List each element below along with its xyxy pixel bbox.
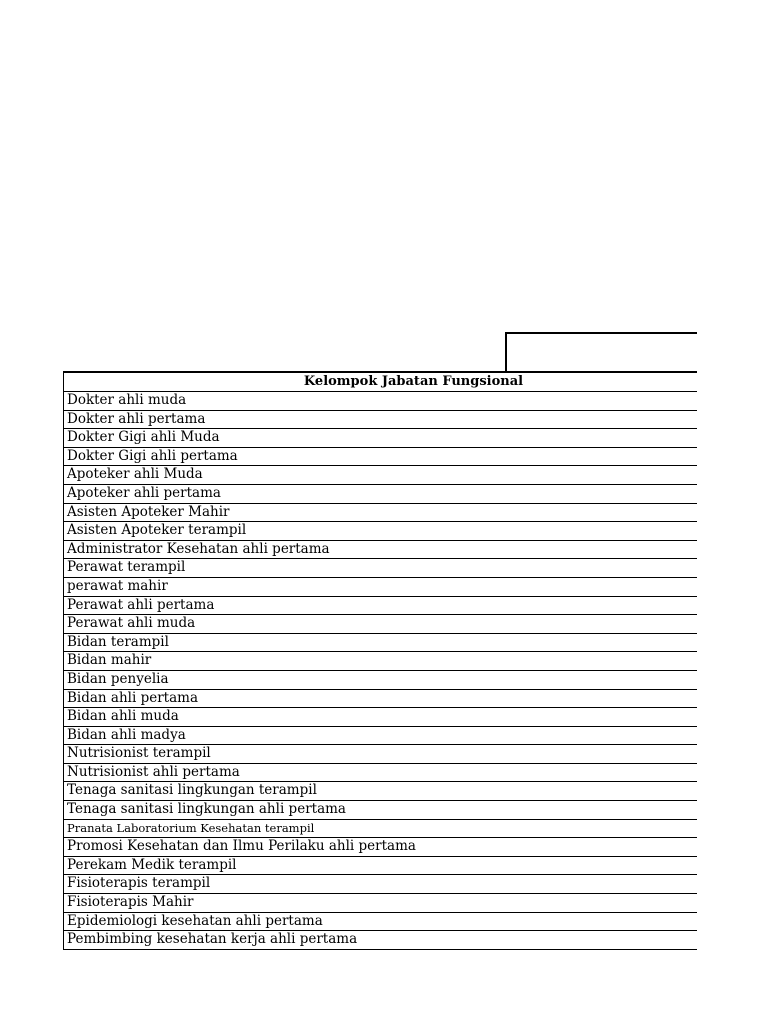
table-row: Asisten Apoteker Mahir bbox=[64, 504, 697, 523]
table-row: perawat mahir bbox=[64, 578, 697, 597]
table-row: Bidan ahli madya bbox=[64, 727, 697, 746]
table-row: Bidan ahli pertama bbox=[64, 690, 697, 709]
table-row: Tenaga sanitasi lingkungan ahli pertama bbox=[64, 801, 697, 820]
table-row: Fisioterapis terampil bbox=[64, 875, 697, 894]
table-row: Apoteker ahli Muda bbox=[64, 466, 697, 485]
table-header: Kelompok Jabatan Fungsional bbox=[64, 373, 697, 392]
table-row: Bidan terampil bbox=[64, 634, 697, 653]
table-row: Administrator Kesehatan ahli pertama bbox=[64, 541, 697, 560]
table-row: Dokter ahli pertama bbox=[64, 411, 697, 430]
table-row: Epidemiologi kesehatan ahli pertama bbox=[64, 913, 697, 932]
table-row: Bidan penyelia bbox=[64, 671, 697, 690]
table-row: Perawat ahli muda bbox=[64, 615, 697, 634]
table-row: Perawat ahli pertama bbox=[64, 597, 697, 616]
table-row: Apoteker ahli pertama bbox=[64, 485, 697, 504]
table-row: Bidan ahli muda bbox=[64, 708, 697, 727]
jabatan-fungsional-table bbox=[63, 371, 697, 950]
table-row: Nutrisionist terampil bbox=[64, 745, 697, 764]
table-row: Perekam Medik terampil bbox=[64, 857, 697, 876]
table-row: Fisioterapis Mahir bbox=[64, 894, 697, 913]
table-row: Tenaga sanitasi lingkungan terampil bbox=[64, 782, 697, 801]
org-chart-connector-box bbox=[505, 332, 697, 371]
table-row: Pembimbing kesehatan kerja ahli pertama bbox=[64, 931, 697, 950]
table-row: Pranata Laboratorium Kesehatan terampil bbox=[64, 820, 697, 839]
table-row: Bidan mahir bbox=[64, 652, 697, 671]
table-row: Dokter ahli muda bbox=[64, 392, 697, 411]
table-row: Nutrisionist ahli pertama bbox=[64, 764, 697, 783]
table-row: Perawat terampil bbox=[64, 559, 697, 578]
table-row: Dokter Gigi ahli Muda bbox=[64, 429, 697, 448]
table-row: Promosi Kesehatan dan Ilmu Perilaku ahli pertama bbox=[64, 838, 697, 857]
table-row: Dokter Gigi ahli pertama bbox=[64, 448, 697, 467]
table-row: Asisten Apoteker terampil bbox=[64, 522, 697, 541]
